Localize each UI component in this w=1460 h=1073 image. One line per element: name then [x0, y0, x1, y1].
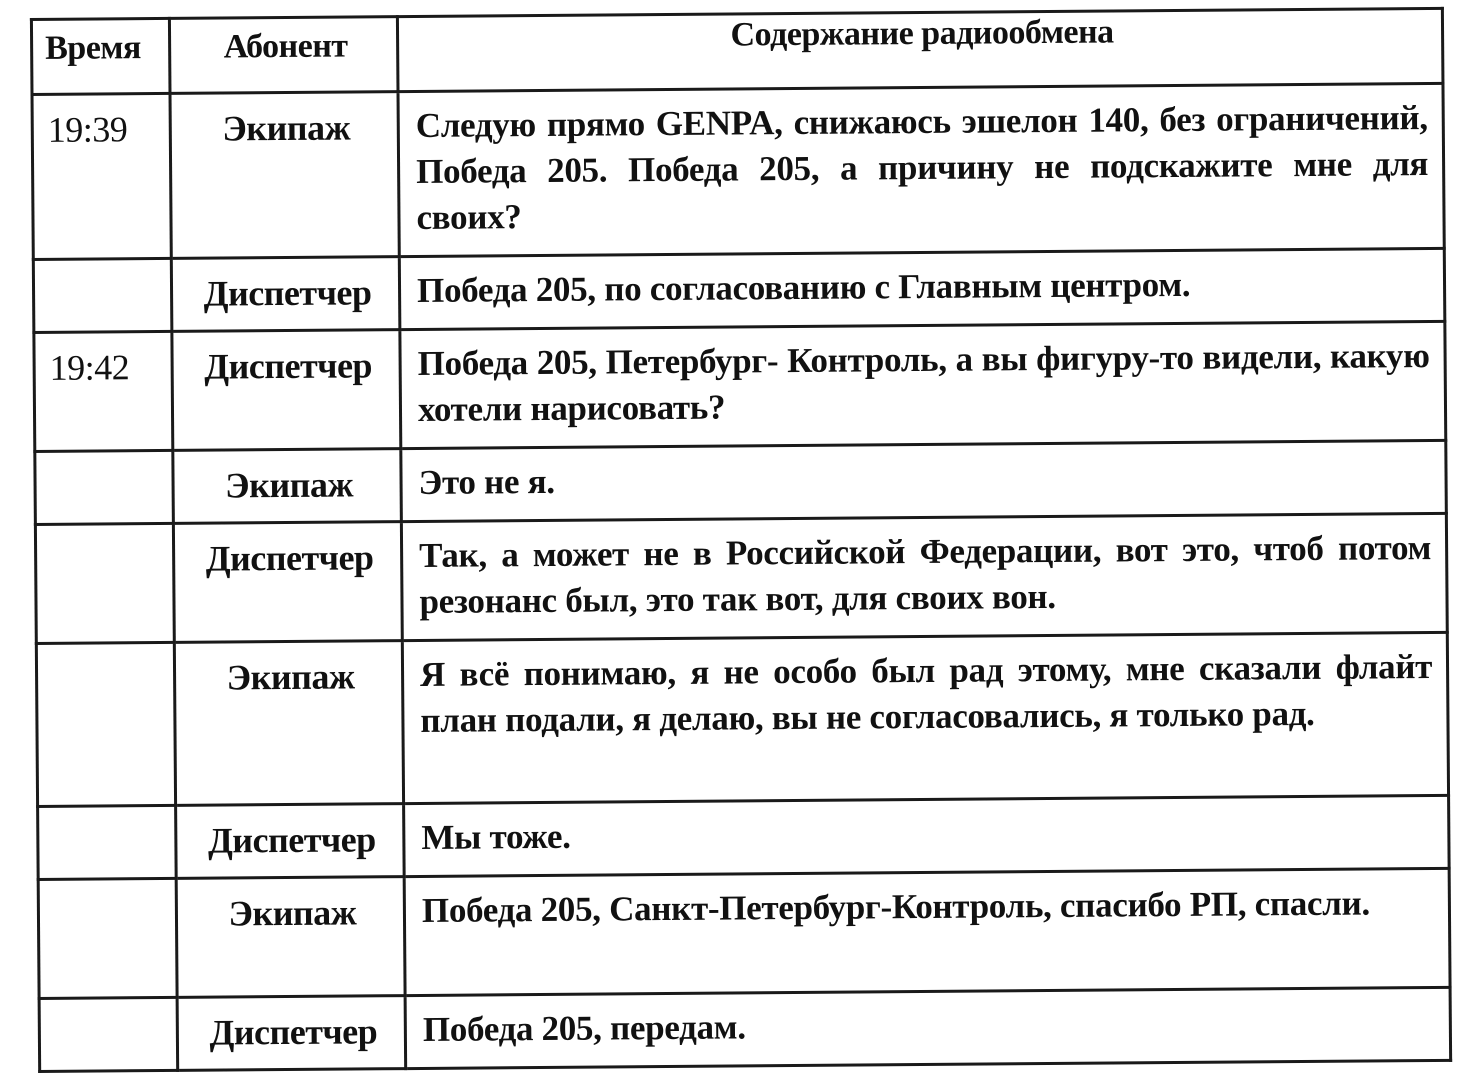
abonent-cell	[170, 92, 399, 259]
content-value	[407, 989, 1450, 1067]
table-row	[38, 868, 1450, 998]
header-time	[31, 18, 170, 94]
time-value	[35, 260, 170, 273]
abonent-value: Диспетчер	[177, 805, 402, 863]
table-row	[32, 83, 1444, 259]
header-content	[397, 8, 1443, 91]
content-value	[404, 634, 1447, 758]
time-cell	[35, 523, 174, 643]
content-text: Победа 205, Санкт-Петербург-Контроль, спасибо РП, спасли.	[422, 884, 1370, 930]
content-cell	[399, 248, 1445, 329]
time-value	[40, 880, 175, 893]
table-row	[38, 795, 1450, 879]
time-value	[38, 644, 173, 657]
abonent-value: Диспетчер	[173, 258, 398, 316]
content-cell	[404, 868, 1450, 995]
content-text: Следую прямо GENPA, снижаюсь эшелон 140, без ограничений, Победа 205. Победа 205, а причину не подскажите мне для своих?	[416, 98, 1429, 237]
abonent-cell	[172, 330, 401, 451]
abonent-value: Экипаж	[176, 642, 401, 700]
time-value: 19:39	[34, 95, 169, 152]
abonent-cell	[174, 641, 403, 806]
content-text: Мы тоже.	[421, 817, 571, 857]
table-row	[33, 248, 1445, 332]
time-cell	[38, 805, 177, 879]
abonent-value: Диспетчер	[175, 523, 400, 581]
abonent-value: Диспетчер	[173, 331, 398, 389]
table-row	[34, 321, 1446, 451]
time-cell	[38, 878, 177, 998]
content-value	[401, 323, 1444, 447]
radio-exchange-table	[30, 7, 1452, 1073]
abonent-cell	[176, 877, 405, 998]
content-text: Я всё понимаю, я не особо был рад этому, мне сказали флайт план подали, я делаю, вы не согласовались,	[420, 647, 1432, 740]
abonent-cell	[177, 996, 406, 1071]
content-text: Победа 205, передам.	[423, 1007, 746, 1049]
abonent-value: Экипаж	[178, 878, 403, 936]
content-emphasis: Это не я.	[418, 462, 554, 502]
table-row	[39, 987, 1451, 1071]
content-value	[406, 870, 1449, 948]
time-cell	[36, 642, 175, 806]
abonent-value: Экипаж	[174, 450, 399, 508]
time-value	[36, 452, 171, 465]
content-cell	[398, 83, 1444, 256]
content-value	[403, 515, 1446, 639]
content-cell	[404, 795, 1450, 876]
abonent-cell	[176, 804, 405, 879]
time-cell	[33, 258, 172, 332]
content-value	[400, 85, 1443, 255]
table-row	[35, 513, 1447, 643]
content-cell	[401, 440, 1447, 521]
header-content-label: Содержание радиообмена	[399, 10, 1442, 88]
content-value	[401, 250, 1444, 328]
content-value	[405, 797, 1448, 875]
content-emphasis: я только рад.	[1109, 694, 1314, 735]
table-row	[36, 632, 1448, 806]
abonent-value: Диспетчер	[179, 997, 404, 1055]
table-row	[35, 440, 1447, 524]
time-cell	[35, 450, 174, 524]
header-time-label: Время	[33, 20, 169, 93]
abonent-cell	[173, 522, 402, 643]
abonent-cell	[171, 257, 400, 332]
content-cell	[402, 632, 1448, 803]
content-text: Победа 205, Петербург- Контроль, а вы фигуру-то видели, какую хотели нарисовать?	[417, 336, 1429, 429]
time-cell	[39, 997, 178, 1071]
time-value	[39, 807, 174, 820]
time-value	[41, 999, 176, 1012]
time-cell	[34, 331, 173, 451]
content-text: Так, а может не в Российской Федерации, вот это, чтоб потом резонанс был, это так вот, для своих вон.	[419, 528, 1431, 621]
time-cell	[32, 93, 171, 259]
time-value	[37, 525, 172, 538]
content-text: Победа 205, по согласованию с Главным центром.	[417, 265, 1190, 310]
header-abonent	[169, 17, 398, 94]
content-cell	[405, 987, 1451, 1068]
header-abonent-label: Абонент	[171, 18, 397, 92]
content-cell	[400, 321, 1446, 448]
table-header-row	[31, 8, 1443, 94]
time-value: 19:42	[35, 333, 170, 390]
content-cell	[401, 513, 1447, 640]
content-value	[402, 442, 1445, 520]
abonent-value: Экипаж	[172, 93, 397, 151]
abonent-cell	[173, 449, 402, 524]
